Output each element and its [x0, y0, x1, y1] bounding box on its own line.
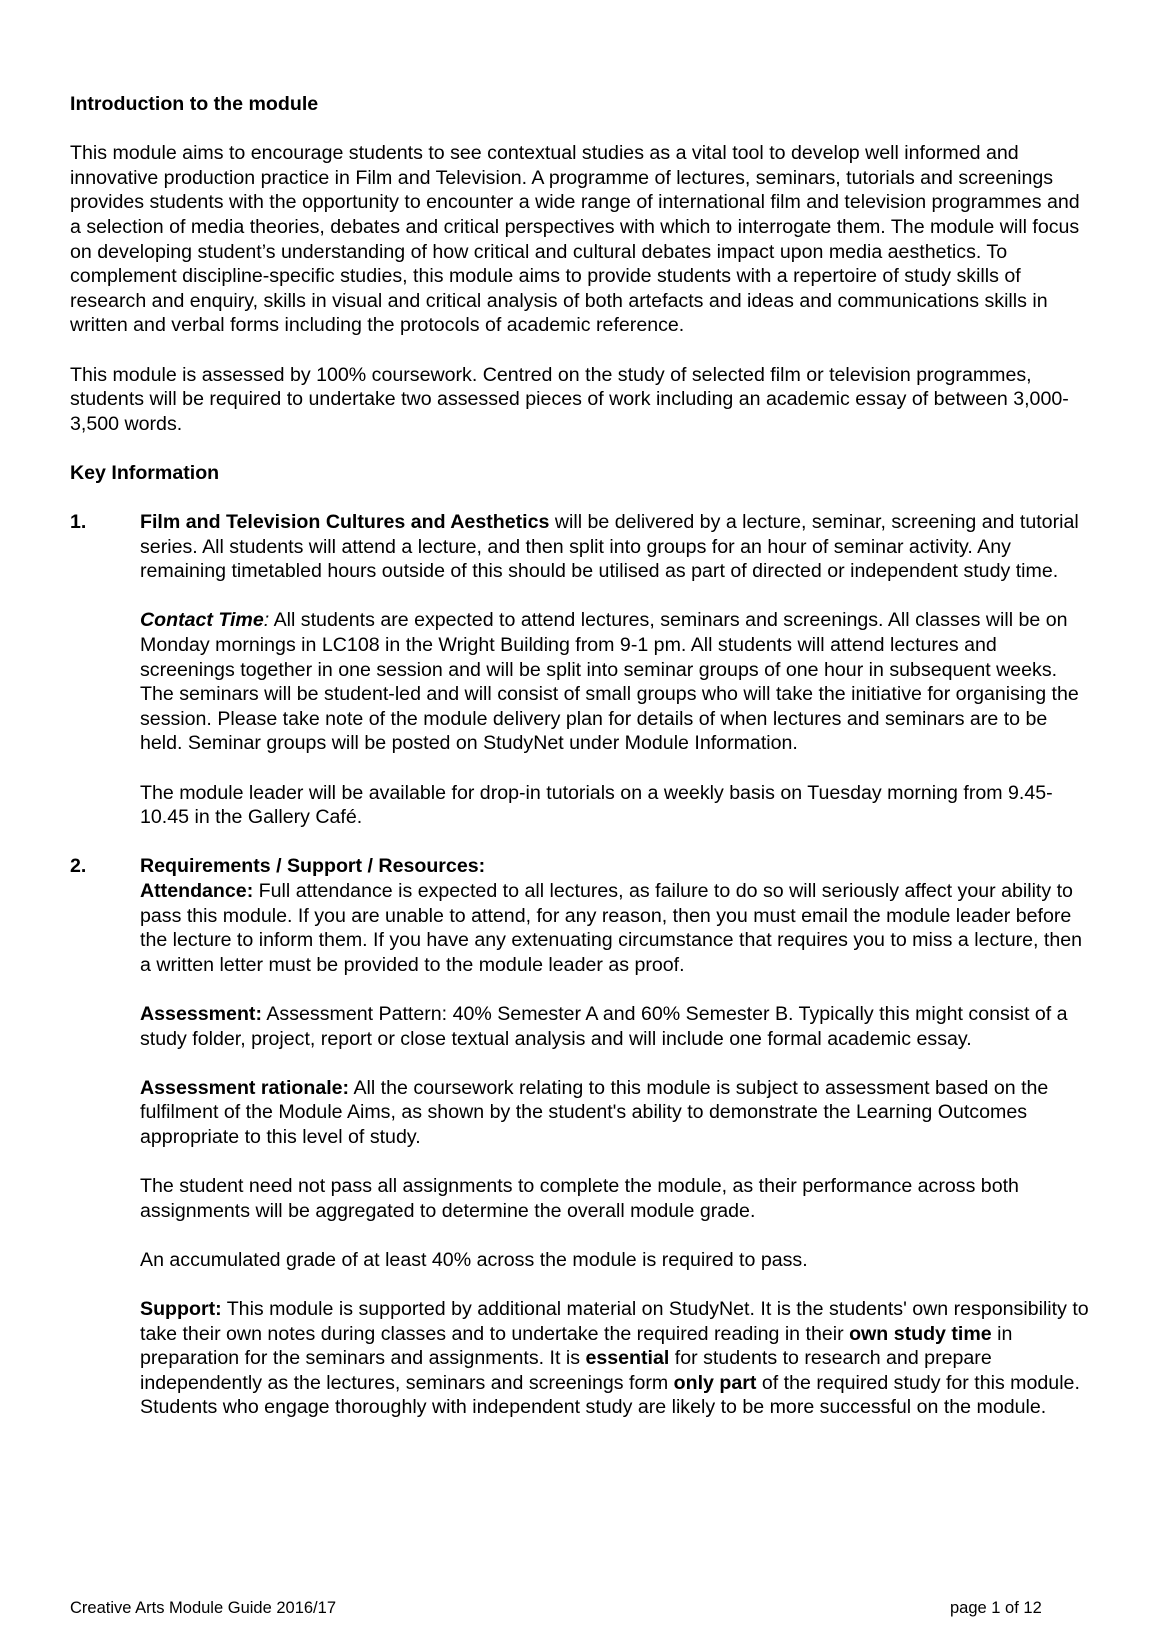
support-text-1: This module is supported by additional material on StudyNet. It is the students' own responsibility to take their own notes during classes and to undertake the required reading in their: [140, 1298, 1089, 1345]
support-paragraph: [140, 1297, 1090, 1420]
support-label: Support:: [140, 1298, 222, 1321]
item-2-title: Requirements / Support / Resources:: [140, 855, 486, 878]
item-1-title: Film and Television Cultures and Aesthetics: [140, 511, 550, 534]
support-text-2: in preparation for the seminars and assignments. It is: [140, 1322, 1013, 1370]
item-1-number: 1.: [70, 511, 87, 534]
intro-paragraph-1: This module aims to encourage students to see contextual studies as a vital tool to develop well informed and innovative production practice in Film and Television. A programme of lectures, seminars, tutorials and screenings provides students with the opportunity to encounter a wide range of international film and television programmes and a selection of media theories, debates and critical perspectives with which to interrogate them. The module will focus on developing student’s understanding of how critical and cultural debates impact upon media aesthetics. To complement discipline-specific studies, this module aims to provide students with a repertoire of study skills of research and enquiry, skills in visual and critical analysis of both artefacts and ideas and communications skills in written and verbal forms including the protocols of academic reference.: [70, 142, 1080, 337]
attendance-label: Attendance:: [140, 880, 254, 902]
assessment-rationale-paragraph: [140, 1076, 1090, 1150]
aggregate-paragraph: The student need not pass all assignments to complete the module, as their performance across both assignments will be aggregated to determine the overall module grade.: [140, 1175, 1019, 1222]
contact-time-label: Contact Time: [140, 609, 264, 632]
assessment-paragraph: [140, 1002, 1090, 1051]
pass-requirement-paragraph: An accumulated grade of at least 40% across the module is required to pass.: [140, 1248, 808, 1271]
tutorial-paragraph: The module leader will be available for drop-in tutorials on a weekly basis on Tuesday morning from 9.45-10.45 in the Gallery Café.: [140, 781, 1053, 829]
assessment-rationale-text: All the coursework relating to this module is subject to assessment based on the fulfilment of the Module Aims, as shown by the student's ability to demonstrate the Learning Outcomes appropriate to this level of study.: [140, 1076, 1049, 1148]
attendance-text: Full attendance is expected to all lectures, as failure to do so will seriously affect your ability to pass this module. If you are unable to attend, for any reason, then you must email the module leader before the lecture to inform them. If you have any extenuating circumstance that requires you to miss a lecture, then a written letter must be provided to the module leader as proof.: [140, 880, 1083, 976]
assessment-text: Assessment Pattern: 40% Semester A and 60% Semester B. Typically this might consist of a study folder, project, report or close textual analysis and will include one formal academic essay.: [140, 1002, 1068, 1050]
support-text-3: for students to research and prepare independently as the lectures, seminars and screenings form: [140, 1347, 992, 1394]
contact-time-paragraph: [140, 608, 1090, 756]
attendance-paragraph: [140, 879, 1090, 977]
support-text-4: of the required study for this module. Students who engage thoroughly with independent study are likely to be more successful on the module.: [140, 1371, 1080, 1419]
footer-guide-title: Creative Arts Module Guide 2016/17: [70, 1599, 336, 1617]
page-content: [70, 92, 1090, 1420]
item-2-number: 2.: [70, 855, 87, 878]
assessment-label: Assessment:: [140, 1002, 262, 1025]
key-info-item-2: [70, 854, 1090, 879]
support-bold-essential: essential: [585, 1347, 670, 1370]
intro-paragraph-2: This module is assessed by 100% coursework. Centred on the study of selected film or television programmes, students will be required to undertake two assessed pieces of work including an academic essay of between 3,000-3,500 words.: [70, 363, 1069, 435]
item-1-text: will be delivered by a lecture, seminar, screening and tutorial series. All students will attend a lecture, and then split into groups for an hour of seminar activity. Any remaining timetabled hours outside of this should be utilised as part of directed or independent study time.: [140, 511, 1079, 583]
assessment-rationale-label: Assessment rationale:: [140, 1076, 350, 1099]
footer-page-number: page 1 of 12: [950, 1599, 1042, 1617]
support-bold-only-part: only part: [673, 1371, 757, 1394]
intro-heading: Introduction to the module: [70, 93, 319, 115]
contact-time-text: All students are expected to attend lectures, seminars and screenings. All classes will be on Monday mornings in LC108 in the Wright Building from 9-1 pm. All students will attend lectures and screenings together in one session and will be split into seminar groups of one hour in subsequent weeks. The seminars will be student-led and will consist of small groups who will take the initiative for organising the session. Please take note of the module delivery plan for details of when lectures and seminars are to be held. Seminar groups will be posted on StudyNet under Module Information.: [140, 609, 1079, 755]
key-information-heading: Key Information: [70, 461, 220, 484]
support-bold-own-study-time: own study time: [849, 1322, 992, 1345]
key-info-item-1: [70, 510, 1090, 584]
contact-time-colon: :: [263, 609, 270, 632]
